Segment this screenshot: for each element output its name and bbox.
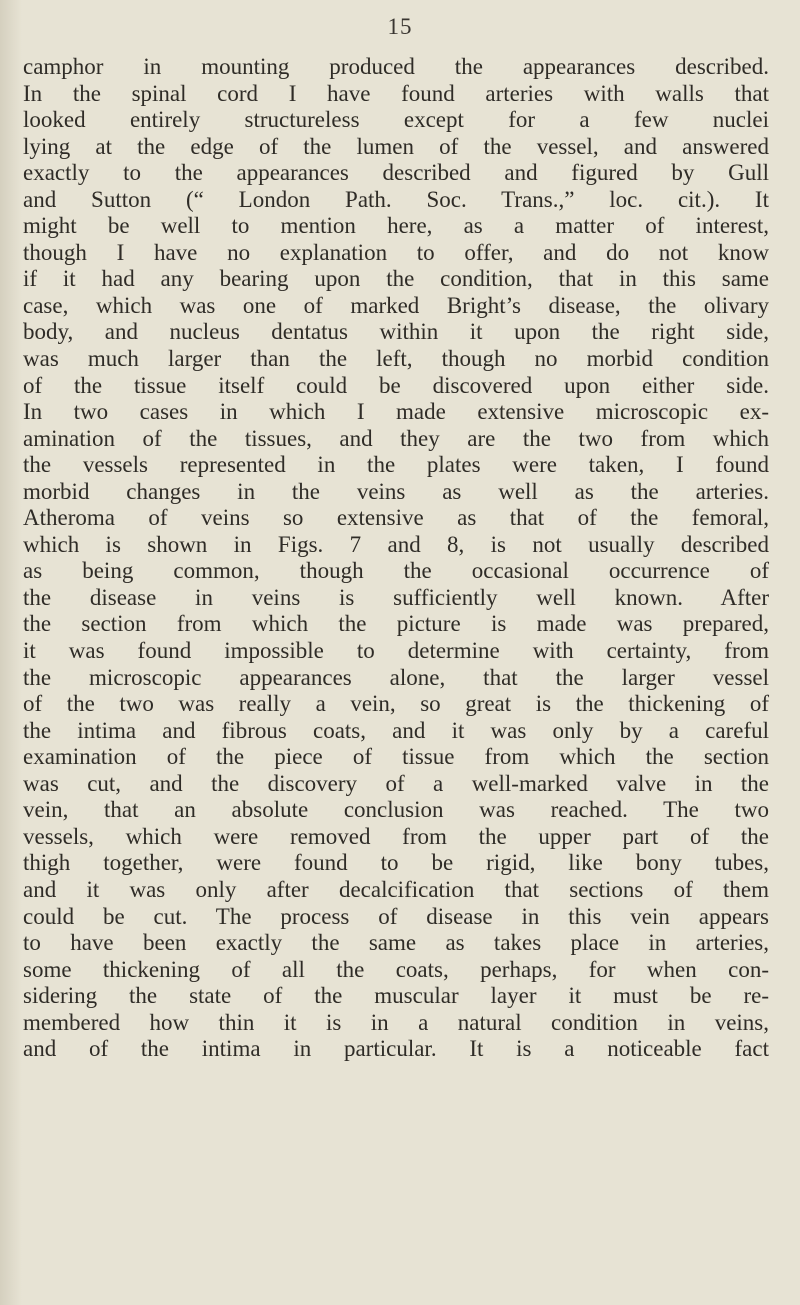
text-line: the microscopic appearances alone, that the larger vessel [23, 664, 769, 690]
text-line: the section from which the picture is made was prepared, [23, 611, 769, 637]
text-line: of the two was really a vein, so great is the thickening of [23, 691, 769, 717]
text-line: body, and nucleus dentatus within it upon the right side, [23, 319, 769, 345]
text-line: sidering the state of the muscular layer it must be re- [23, 983, 769, 1009]
text-line: it was found impossible to determine with certainty, from [23, 638, 769, 664]
page-number: 15 [387, 14, 413, 39]
text-line: the disease in veins is sufficiently well known. After [23, 584, 769, 610]
text-line: to have been exactly the same as takes place in arteries, [23, 930, 769, 956]
text-line: amination of the tissues, and they are the two from which [23, 425, 769, 451]
body-text [23, 54, 769, 1063]
text-line: if it had any bearing upon the condition, that in this same [23, 266, 769, 292]
text-line: the intima and fibrous coats, and it was only by a careful [23, 717, 769, 743]
text-line: some thickening of all the coats, perhaps, for when con- [23, 956, 769, 982]
text-line: was cut, and the discovery of a well-marked valve in the [23, 770, 769, 796]
text-line: lying at the edge of the lumen of the vessel, and answered [23, 133, 769, 159]
text-line: examination of the piece of tissue from which the section [23, 744, 769, 770]
text-line: of the tissue itself could be discovered upon either side. [23, 372, 769, 398]
text-line: was much larger than the left, though no morbid condition [23, 346, 769, 372]
text-line: membered how thin it is in a natural condition in veins, [23, 1009, 769, 1035]
text-line: looked entirely structureless except for a few nuclei [23, 107, 769, 133]
text-line: and Sutton (“ London Path. Soc. Trans.,” loc. cit.). It [23, 186, 769, 212]
text-line: which is shown in Figs. 7 and 8, is not usually described [23, 531, 769, 557]
text-line: and of the intima in particular. It is a noticeable fact [23, 1036, 769, 1062]
text-line: In the spinal cord I have found arteries with walls that [23, 80, 769, 106]
text-line: as being common, though the occasional occurrence of [23, 558, 769, 584]
text-line: the vessels represented in the plates were taken, I found [23, 452, 769, 478]
text-line: morbid changes in the veins as well as the arteries. [23, 478, 769, 504]
text-line: In two cases in which I made extensive microscopic ex- [23, 399, 769, 425]
text-line: thigh together, were found to be rigid, like bony tubes, [23, 850, 769, 876]
text-line: exactly to the appearances described and figured by Gull [23, 160, 769, 186]
text-line: could be cut. The process of disease in this vein appears [23, 903, 769, 929]
text-line: case, which was one of marked Bright’s disease, the olivary [23, 292, 769, 318]
text-line: might be well to mention here, as a matter of interest, [23, 213, 769, 239]
text-line: camphor in mounting produced the appearances described. [23, 54, 769, 79]
text-line: Atheroma of veins so extensive as that of the femoral, [23, 505, 769, 531]
text-line: vessels, which were removed from the upper part of the [23, 823, 769, 849]
text-line: vein, that an absolute conclusion was reached. The two [23, 797, 769, 823]
text-line: though I have no explanation to offer, and do not know [23, 239, 769, 265]
text-line: and it was only after decalcification that sections of them [23, 876, 769, 902]
